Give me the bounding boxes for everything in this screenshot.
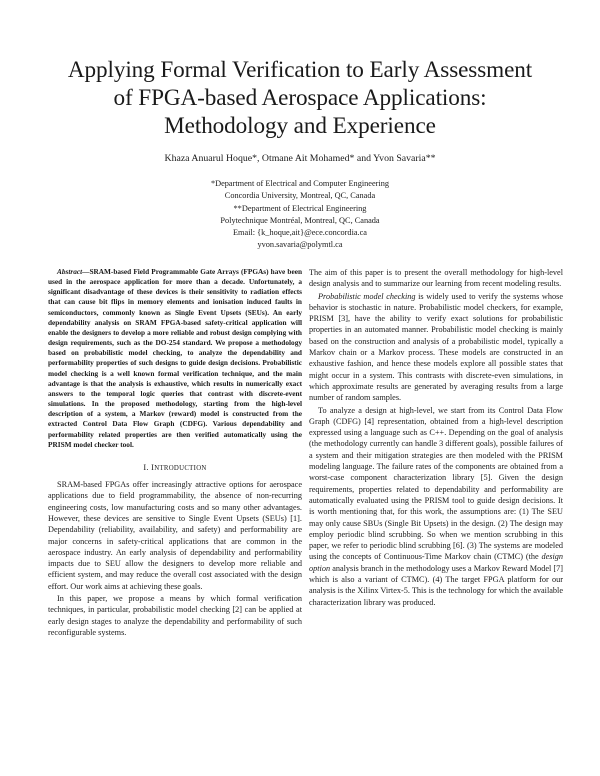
abstract-text: —SRAM-based Field Programmable Gate Arrays (FPGAs) have been used in the aerospace application for more than a decade. Unfortunately, a significant disadvantage of these devices is their sensitivity to radiation effects that can cause bit flips in memory elements and ionisation induced faults in semiconductors, commonly known as Single Event Upsets (SEUs). An early dependability analysis on SRAM FPGA-based safety-critical application will enable the designers to develop a more reliable and robust design complying with design requirements, such as the DO-254 standard. We propose a methodology based on probabilistic model checking, to analyze the dependability and performability properties of such designs to guide design decisions. Probabilistic model checking is a well known formal verification technique, and the main advantage is that the analysis is exhaustive, which results in numerically exact answers to the temporal logic queries that contrast with discrete-event simulations. In the proposed methodology, starting from the high-level description of a system, a Markov (reward) model is constructed from the extracted Control Data Flow Graph (CDFG). Various dependability and performability related properties are then verified automatically using the PRISM model checker tool. — [48, 267, 302, 449]
affiliation-line: Polytechnique Montréal, Montreal, QC, Canada — [220, 215, 380, 225]
affiliation-line: **Department of Electrical Engineering — [233, 203, 367, 213]
analysis-text-b: analysis branch in the methodology uses a Markov Reward Model [7] which is also a variant of CTMC). (4) The target FPGA platform for our analysis is the Xilinx Virtex-5. This is the technology for which the available characterization library was produced. — [309, 563, 563, 607]
analysis-paragraph — [309, 405, 563, 608]
intro-paragraph-1: SRAM-based FPGAs offer increasingly attractive options for aerospace applications due to field programmability, the absence of non-recurring engineering costs, low manufacturing costs and so many other advantages. However, these devices are sensitive to Single Event Upsets (SEUs) [1]. Dependability (reliability, availability, and safety) and performability are major concerns in safety-critical applications that are common in the aerospace industry. An early analysis of dependability and performability impacts due to SEU allow the designers to develop more reliable and efficient system, and may reduce the overall cost associated with the design effort. Our work aims at achieving these goals. — [48, 480, 302, 591]
title-line: of FPGA-based Aerospace Applications: — [113, 85, 487, 111]
intro-paragraph-2: In this paper, we propose a means by which formal verification techniques, in particular, probabilistic model checking [2] can be applied at early design stages to analyze the dependability and performability of such reconfigurable systems. — [48, 594, 302, 637]
abstract — [48, 267, 302, 450]
right-column — [309, 267, 563, 609]
aim-paragraph: The aim of this paper is to present the overall methodology for high-level design analysis and to summarize our learning from recent modeling results. — [309, 268, 563, 289]
section-numeral: I. I — [143, 462, 155, 472]
affiliation-line: Concordia University, Montreal, QC, Canada — [224, 191, 376, 201]
title-line: Applying Formal Verification to Early Assessment — [67, 57, 533, 83]
left-column — [48, 267, 302, 639]
section-heading-introduction — [48, 462, 302, 474]
author-list: Khaza Anuarul Hoque*, Otmane Ait Mohamed* and Yvon Savaria** — [164, 153, 436, 164]
email-line: Email: {k_hoque,ait}@ece.concordia.ca — [232, 228, 367, 238]
affiliations — [120, 178, 480, 252]
pmc-text: is widely used to verify the systems whose behavior is stochastic in nature. Probabilistic model checkers, for example, PRISM [3], have the ability to verify exact solutions for probabilistic properties in an automated manner. Probabilistic model checking is mainly based on the construction and analysis of a probabilistic model, typically a Markov chain or a Markov process. These models are constructed in an exhaustive fashion, and hence these models explore all possible states that might occur in a system. This contrasts with discrete-even simulations, in which approximate results are generated by averaging results from a large number of random samples. — [309, 291, 563, 403]
section-title: NTRODUCTION — [154, 464, 207, 472]
title-line: Methodology and Experience — [164, 113, 436, 139]
analysis-text-a: To analyze a design at high-level, we start from its Control Data Flow Graph (CDFG) [4] representation, obtained from a high-level description expressed using a language such as C++. Depending on the goal of analysis (the methodology currently can handle 3 different goals), possible failures of a system and their mitigation strategies are then modeled with the PRISM modeling language. The failure rates of the components are obtained from a worst-case component characterization library [5]. Given the design requirements, properties related to dependability and performability are automatically evaluated using the PRISM tool to guide design decisions. It is worth mentioning that, for this work, the assumptions are: (1) The SEU may only cause SBUs (Single Bit Upsets) in the design. (2) The design may employ periodic blind scrubbing. So when we mention scrubbing in this paper, we refer to periodic blind scrubbing [6]. (3) The systems are modeled using the concepts of Continuous-Time Markov chain (CTMC) (the — [309, 405, 563, 562]
design-option-term: design option — [309, 552, 563, 573]
affiliation-line: *Department of Electrical and Computer Engineering — [210, 179, 390, 188]
abstract-label: Abstract — [57, 267, 83, 276]
email-line: yvon.savaria@polymtl.ca — [257, 240, 343, 250]
pmc-term: Probabilistic model checking — [318, 291, 416, 301]
pmc-paragraph — [309, 291, 563, 404]
paper-title — [40, 56, 560, 140]
